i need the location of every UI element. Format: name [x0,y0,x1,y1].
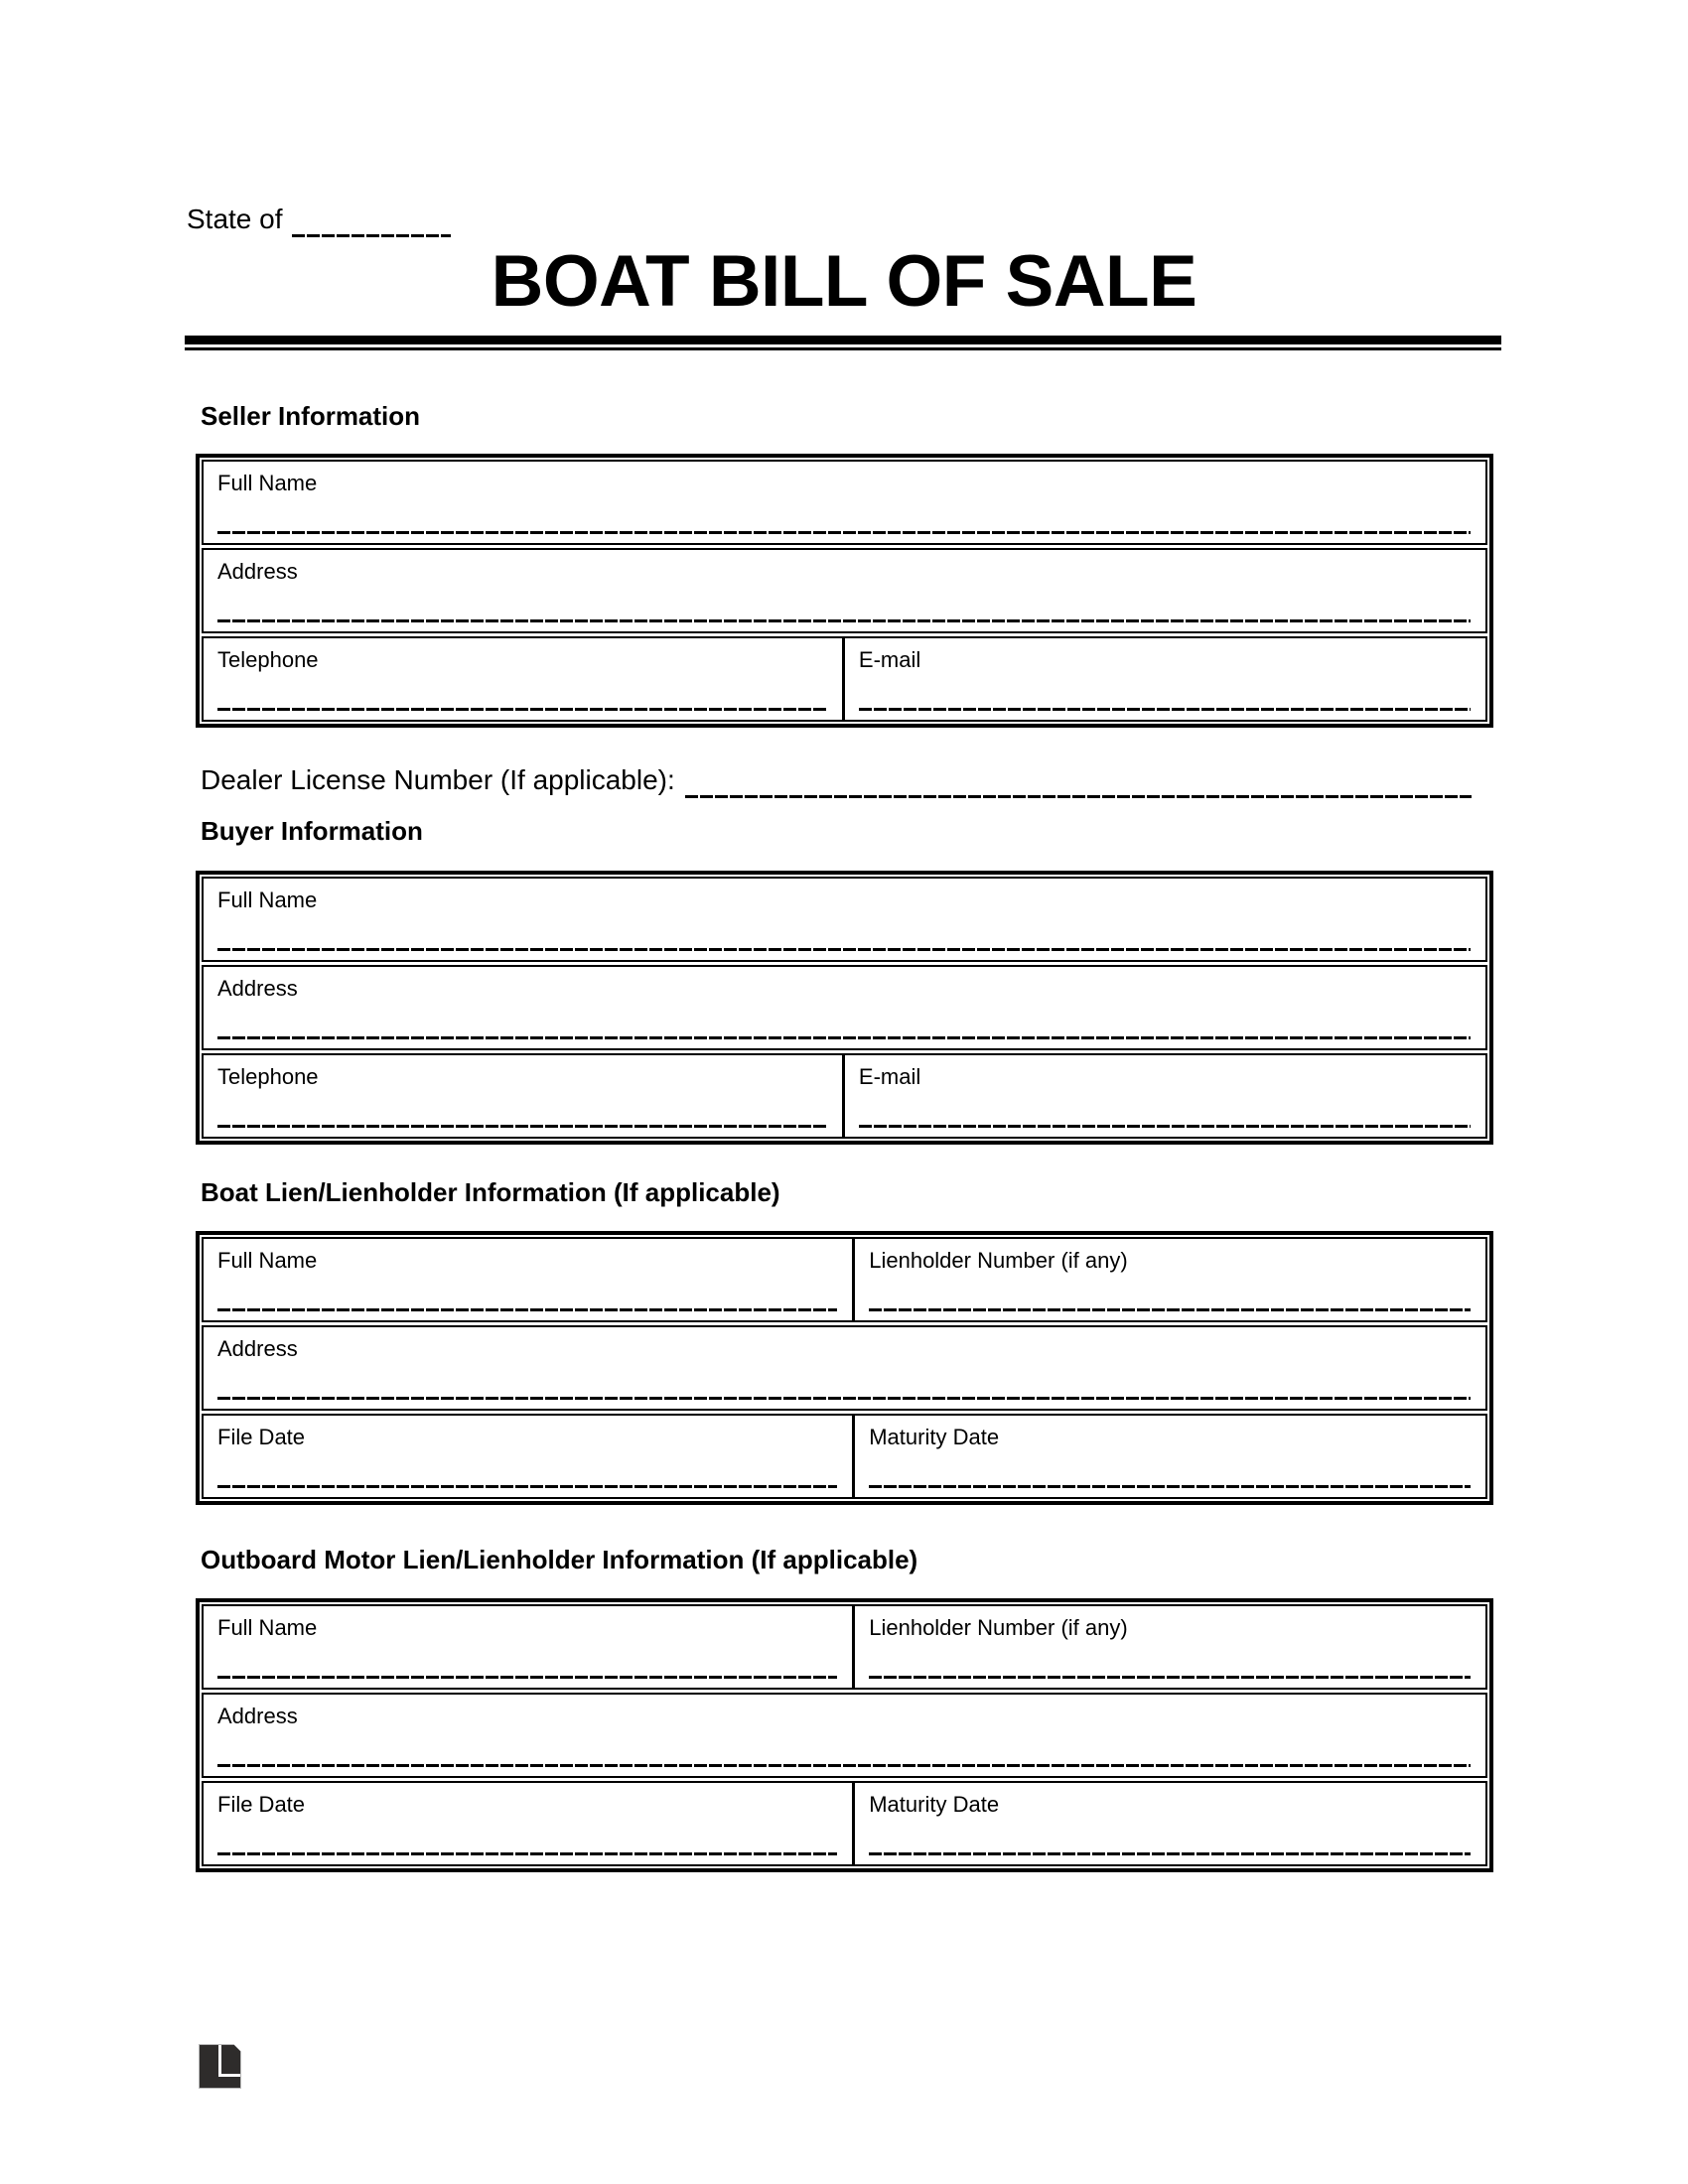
table-row [202,1325,1487,1411]
field-label: Maturity Date [869,1425,1000,1449]
field-label: Lienholder Number (if any) [869,1615,1128,1640]
seller-telephone-input[interactable] [217,699,827,713]
table-row [202,1053,1487,1139]
table-row [202,1693,1487,1778]
field-label: File Date [217,1792,306,1817]
buyer-full-name-cell [204,879,1485,960]
buyer-full-name-input[interactable] [217,939,1471,953]
outboard-lien-maturity-date-input[interactable] [869,1843,1471,1857]
buyer-address-input[interactable] [217,1027,1471,1041]
boat-lien-table [196,1231,1493,1505]
boat-lien-maturity-date-input[interactable] [869,1476,1471,1490]
table-row [202,1414,1487,1499]
boat-lien-file-date-cell [204,1416,852,1497]
field-label: Full Name [217,1615,318,1640]
buyer-address-cell [204,967,1485,1048]
outboard-lien-lienholder-number-cell [852,1606,1485,1688]
field-label: Address [217,1704,298,1728]
dealer-license-row [201,760,1472,800]
boat-lien-full-name-cell [204,1239,852,1320]
page-title: BOAT BILL OF SALE [491,241,1197,322]
state-of-label: State of [187,204,283,234]
field-label: Address [217,1336,298,1361]
outboard-lien-section-heading: Outboard Motor Lien/Lienholder Information (If applicable) [201,1545,918,1574]
outboard-lien-maturity-date-cell [852,1783,1485,1864]
outboard-lien-address-input[interactable] [217,1755,1471,1769]
table-row [202,1604,1487,1690]
table-row [202,1781,1487,1866]
table-row [202,460,1487,545]
field-label: Telephone [217,1064,319,1089]
boat-lien-section-heading: Boat Lien/Lienholder Information (If applicable) [201,1177,780,1207]
state-of-row [187,200,451,239]
table-row [202,877,1487,962]
seller-telephone-cell [204,638,842,720]
buyer-email-cell [842,1055,1485,1137]
field-label: Address [217,559,298,584]
state-of-input[interactable] [292,200,451,239]
boat-lien-address-cell [204,1327,1485,1409]
outboard-lien-full-name-cell [204,1606,852,1688]
outboard-lien-file-date-input[interactable] [217,1843,837,1857]
buyer-info-table [196,871,1493,1145]
boat-lien-file-date-input[interactable] [217,1476,837,1490]
logo-gap-vertical [218,2045,221,2077]
logo-gap-horizontal [218,2074,240,2077]
outboard-lien-address-cell [204,1695,1485,1776]
seller-info-table [196,454,1493,728]
field-label: Full Name [217,1248,318,1273]
seller-address-input[interactable] [217,611,1471,624]
field-label: Maturity Date [869,1792,1000,1817]
seller-section-heading: Seller Information [201,401,421,431]
table-row [202,548,1487,633]
boat-lien-full-name-input[interactable] [217,1299,837,1313]
dealer-license-input[interactable] [685,760,1472,800]
field-label: Full Name [217,887,318,912]
buyer-section-heading: Buyer Information [201,816,423,846]
outboard-lien-file-date-cell [204,1783,852,1864]
buyer-email-input[interactable] [859,1116,1471,1130]
table-row [202,965,1487,1050]
outboard-lien-full-name-input[interactable] [217,1667,837,1681]
boat-lien-maturity-date-cell [852,1416,1485,1497]
field-label: Address [217,976,298,1001]
boat-lien-lienholder-number-cell [852,1239,1485,1320]
boat-lien-lienholder-number-input[interactable] [869,1299,1471,1313]
seller-email-input[interactable] [859,699,1471,713]
seller-full-name-input[interactable] [217,522,1471,536]
table-row [202,636,1487,722]
outboard-lien-table [196,1598,1493,1872]
field-label: Telephone [217,647,319,672]
seller-address-cell [204,550,1485,631]
legal-templates-logo-icon [199,2044,241,2089]
boat-lien-address-input[interactable] [217,1388,1471,1402]
dealer-license-label: Dealer License Number (If applicable): [201,764,675,795]
field-label: E-mail [858,647,921,672]
outboard-lien-lienholder-number-input[interactable] [869,1667,1471,1681]
table-row [202,1237,1487,1322]
buyer-telephone-cell [204,1055,842,1137]
field-label: Lienholder Number (if any) [869,1248,1128,1273]
title-divider-rule [185,336,1501,351]
seller-email-cell [842,638,1485,720]
field-label: E-mail [858,1064,921,1089]
field-label: File Date [217,1425,306,1449]
seller-full-name-cell [204,462,1485,543]
field-label: Full Name [217,471,318,495]
buyer-telephone-input[interactable] [217,1116,827,1130]
